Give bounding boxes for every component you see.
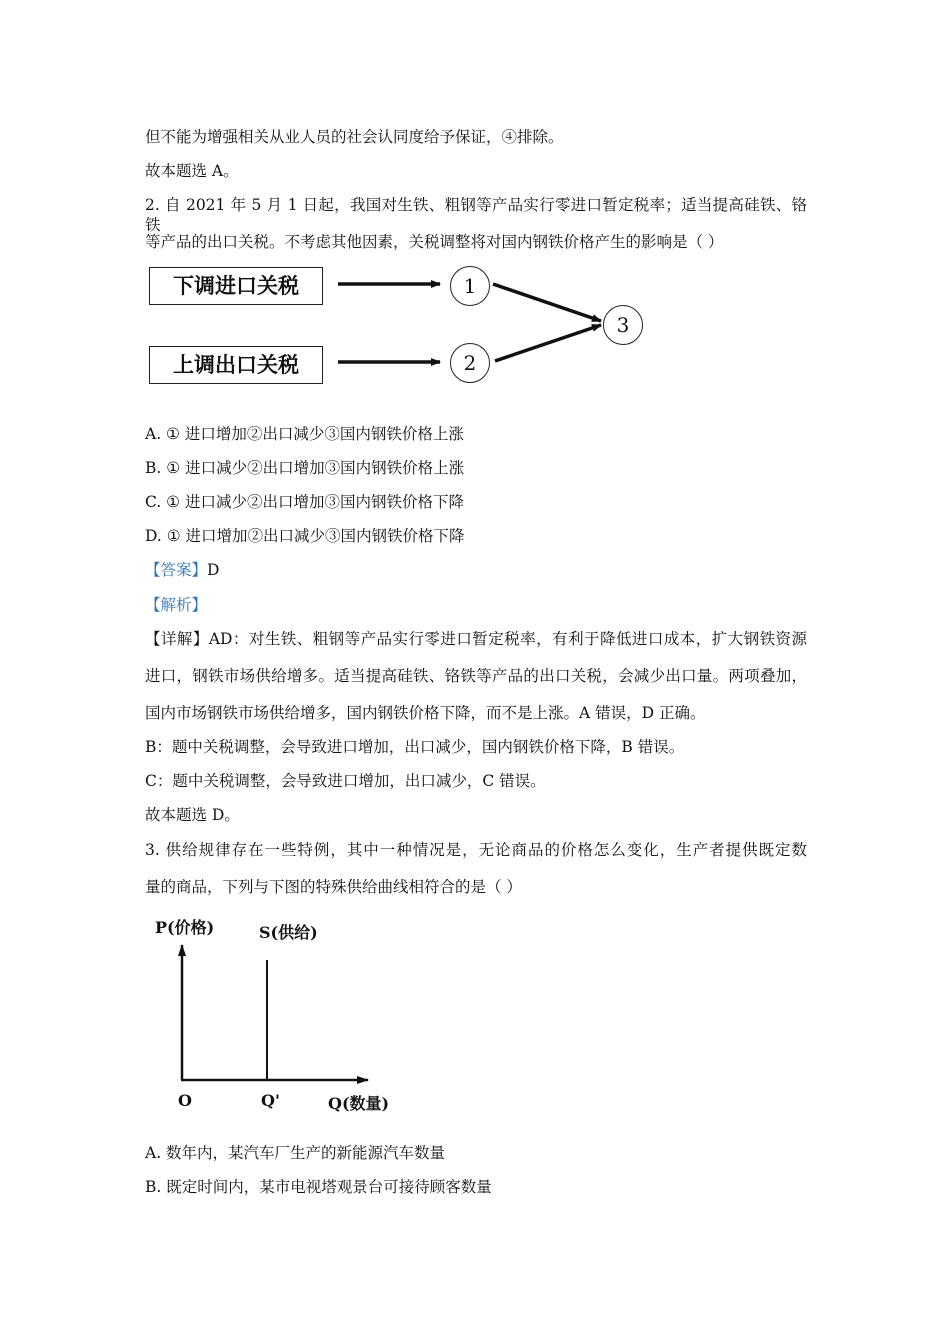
text-line: 但不能为增强相关从业人员的社会认同度给予保证，④排除。	[145, 128, 564, 146]
question-3-stem-cont: 量的商品，下列与下图的特殊供给曲线相符合的是（ ）	[145, 878, 522, 896]
answer-value: D	[207, 561, 220, 579]
detail-line: 国内市场钢铁市场供给增多，国内钢铁价格下降，而不是上涨。A 错误，D 正确。	[145, 704, 706, 722]
option-d: D. ① 进口增加②出口减少③国内钢铁价格下降	[145, 527, 465, 545]
detail-line: 【详解】AD：对生铁、粗钢等产品实行零进口暂定税率，有利于降低进口成本，扩大钢铁资源	[145, 630, 807, 648]
q-prime-label: Q'	[261, 1091, 280, 1110]
box-raise-export-tariff: 上调出口关税	[149, 346, 323, 384]
option-a: A. ① 进口增加②出口减少③国内钢铁价格上涨	[145, 425, 464, 443]
answer-label: 【答案】	[145, 561, 208, 579]
circle-3: 3	[603, 305, 643, 345]
text-line: 故本题选 D。	[145, 806, 240, 824]
detail-line: C：题中关税调整，会导致进口增加，出口减少，C 错误。	[145, 772, 546, 790]
analysis-label: 【解析】	[145, 596, 208, 614]
text-line: 故本题选 A。	[145, 162, 239, 180]
question-2-stem: 2. 自 2021 年 5 月 1 日起，我国对生铁、粗钢等产品实行零进口暂定税率；适当提高硅铁、铬铁	[145, 196, 807, 234]
question-3-stem: 3. 供给规律存在一些特例，其中一种情况是，无论商品的价格怎么变化，生产者提供既定数	[145, 841, 807, 859]
supply-label: S(供给)	[259, 923, 318, 942]
q3-option-b: B. 既定时间内，某市电视塔观景台可接待顾客数量	[145, 1178, 492, 1196]
option-b: B. ① 进口减少②出口增加③国内钢铁价格上涨	[145, 459, 465, 477]
detail-line: 进口，钢铁市场供给增多。适当提高硅铁、铬铁等产品的出口关税，会减少出口量。两项叠加，	[145, 667, 807, 685]
question-2-stem-cont: 等产品的出口关税。不考虑其他因素，关税调整将对国内钢铁价格产生的影响是（ ）	[145, 233, 724, 251]
detail-line: B：题中关税调整，会导致进口增加，出口减少，国内钢铁价格下降，B 错误。	[145, 738, 685, 756]
y-axis-label: P(价格)	[155, 918, 215, 937]
x-axis-label: Q(数量)	[328, 1094, 390, 1113]
circle-1: 1	[450, 266, 490, 306]
option-c: C. ① 进口减少②出口增加③国内钢铁价格下降	[145, 493, 464, 511]
circle-2: 2	[450, 343, 490, 383]
q3-option-a: A. 数年内，某汽车厂生产的新能源汽车数量	[145, 1144, 446, 1162]
origin-label: O	[178, 1091, 192, 1110]
box-lower-import-tariff: 下调进口关税	[149, 267, 323, 305]
